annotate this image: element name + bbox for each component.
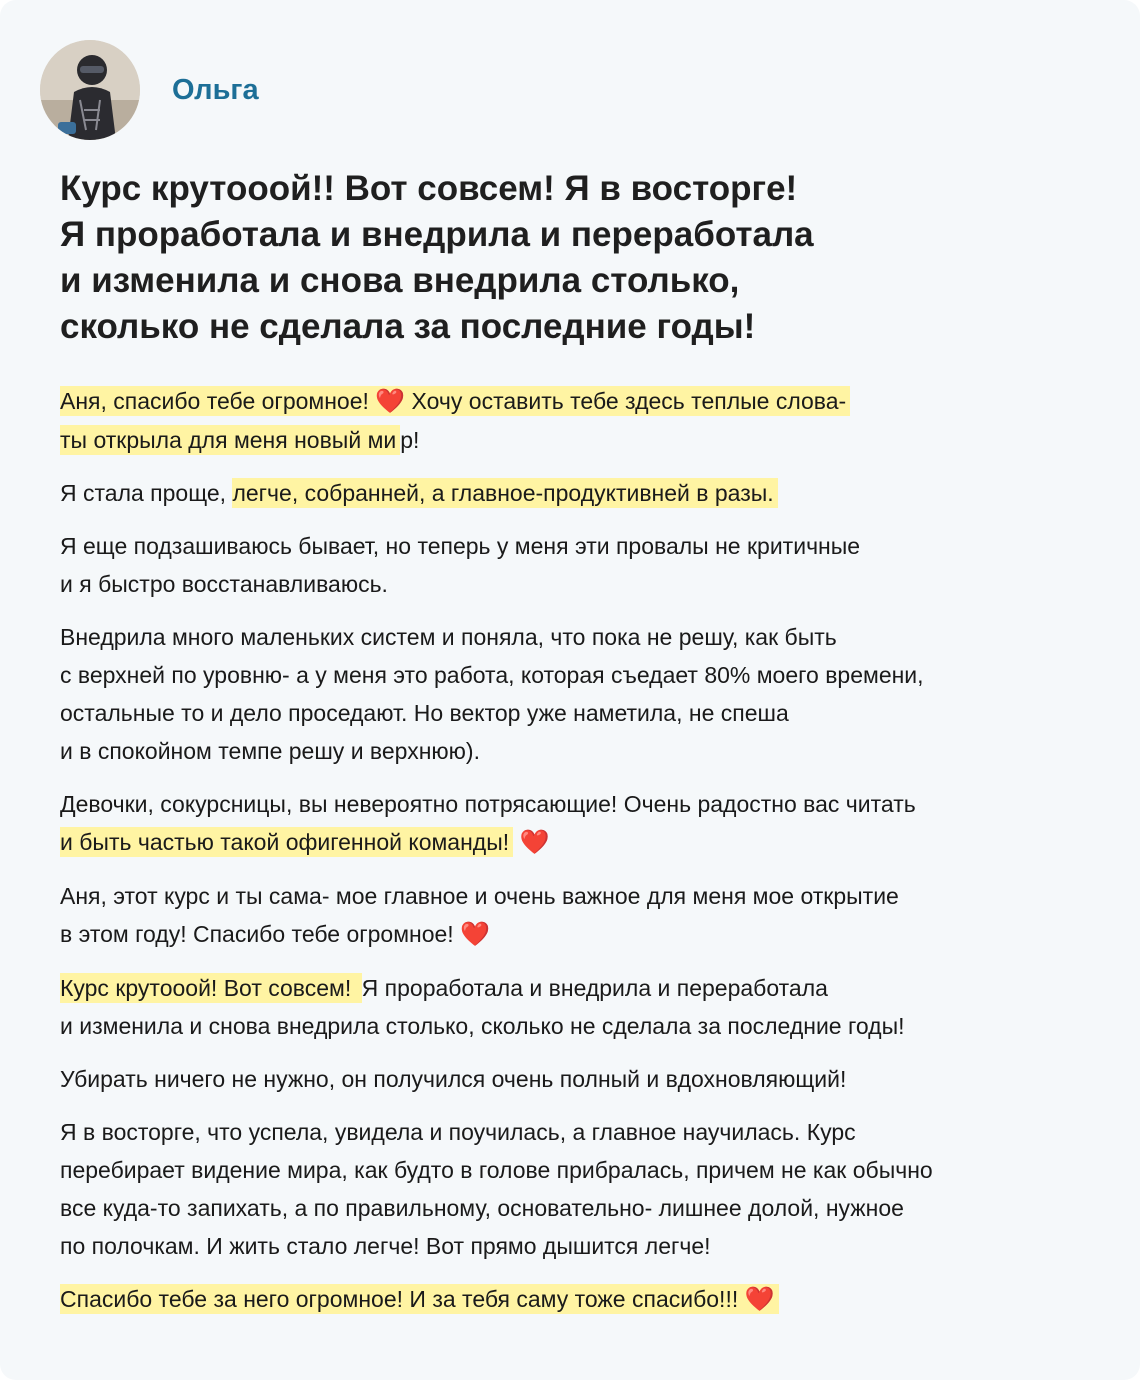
review-title — [60, 166, 1060, 350]
author-name[interactable]: Ольга — [172, 73, 259, 106]
avatar-photo-icon — [40, 40, 140, 140]
highlighted-text: и быть частью такой офигенной команды! — [60, 827, 513, 857]
text: Убирать ничего не нужно, он получился очень полный и вдохновляющий! — [60, 1066, 847, 1092]
text: Внедрила много маленьких систем и поняла, что пока не решу, как быть — [60, 624, 837, 650]
text: Девочки, сокурсницы, вы невероятно потрясающие! Очень радостно вас читать — [60, 791, 916, 817]
avatar[interactable] — [40, 40, 140, 140]
title-line: Я проработала и внедрила и переработала — [60, 215, 814, 254]
text: Я в восторге, что успела, увидела и поучилась, а главное научилась. Курс — [60, 1119, 856, 1145]
text: Я еще подзашиваюсь бывает, но теперь у меня эти провалы не критичные — [60, 533, 861, 559]
title-line: сколько не сделала за последние годы! — [60, 307, 756, 346]
heart-icon: ❤️ — [744, 1286, 775, 1313]
text: перебирает видение мира, как будто в голове прибралась, причем не как обычно — [60, 1157, 933, 1183]
paragraph — [60, 382, 1070, 459]
highlighted-text: легче, собранней, а главное-продуктивней в разы. — [232, 478, 777, 508]
review-header — [40, 40, 259, 140]
text: с верхней по уровню- а у меня это работа, которая съедает 80% моего времени, — [60, 662, 924, 688]
text: в этом году! Спасибо тебе огромное! — [60, 921, 461, 947]
heart-icon: ❤️ — [519, 829, 550, 856]
text: остальные то и дело проседают. Но вектор уже наметила, не спеша — [60, 700, 789, 726]
heart-icon: ❤️ — [375, 388, 406, 415]
text: все куда-то запихать, а по правильному, основательно- лишнее долой, нужное — [60, 1195, 904, 1221]
paragraph — [60, 1280, 1070, 1319]
text: и я быстро восстанавливаюсь. — [60, 571, 388, 597]
paragraph — [60, 618, 1070, 770]
review-body — [60, 382, 1070, 1334]
paragraph — [60, 1060, 1070, 1098]
text: и в спокойном темпе решу и верхнюю). — [60, 738, 480, 764]
text: р! — [400, 427, 420, 453]
text: Аня, этот курс и ты сама- мое главное и очень важное для меня мое открытие — [60, 883, 899, 909]
highlighted-text: Спасибо тебе за него огромное! И за тебя саму тоже спасибо!!! ❤️ — [60, 1284, 779, 1314]
title-line: Курс крутооой!! Вот совсем! Я в восторге! — [60, 169, 798, 208]
text: Я стала проще, — [60, 480, 233, 506]
paragraph — [60, 527, 1070, 603]
paragraph — [60, 474, 1070, 512]
title-line: и изменила и снова внедрила столько, — [60, 261, 740, 300]
highlighted-text: Аня, спасибо тебе огромное! ❤️ Хочу оставить тебе здесь теплые слова- — [60, 386, 850, 416]
paragraph — [60, 785, 1070, 862]
text: Я проработала и внедрила и переработала — [361, 975, 828, 1001]
heart-icon: ❤️ — [460, 921, 490, 948]
highlighted-text: ты открыла для меня новый ми — [60, 425, 400, 455]
text: и изменила и снова внедрила столько, сколько не сделала за последние годы! — [60, 1013, 905, 1039]
highlighted-text: Курс крутооой! Вот совсем! — [60, 973, 362, 1003]
text: по полочкам. И жить стало легче! Вот прямо дышится легче! — [60, 1233, 711, 1259]
paragraph — [60, 1113, 1070, 1265]
paragraph — [60, 877, 1070, 954]
paragraph — [60, 969, 1070, 1045]
